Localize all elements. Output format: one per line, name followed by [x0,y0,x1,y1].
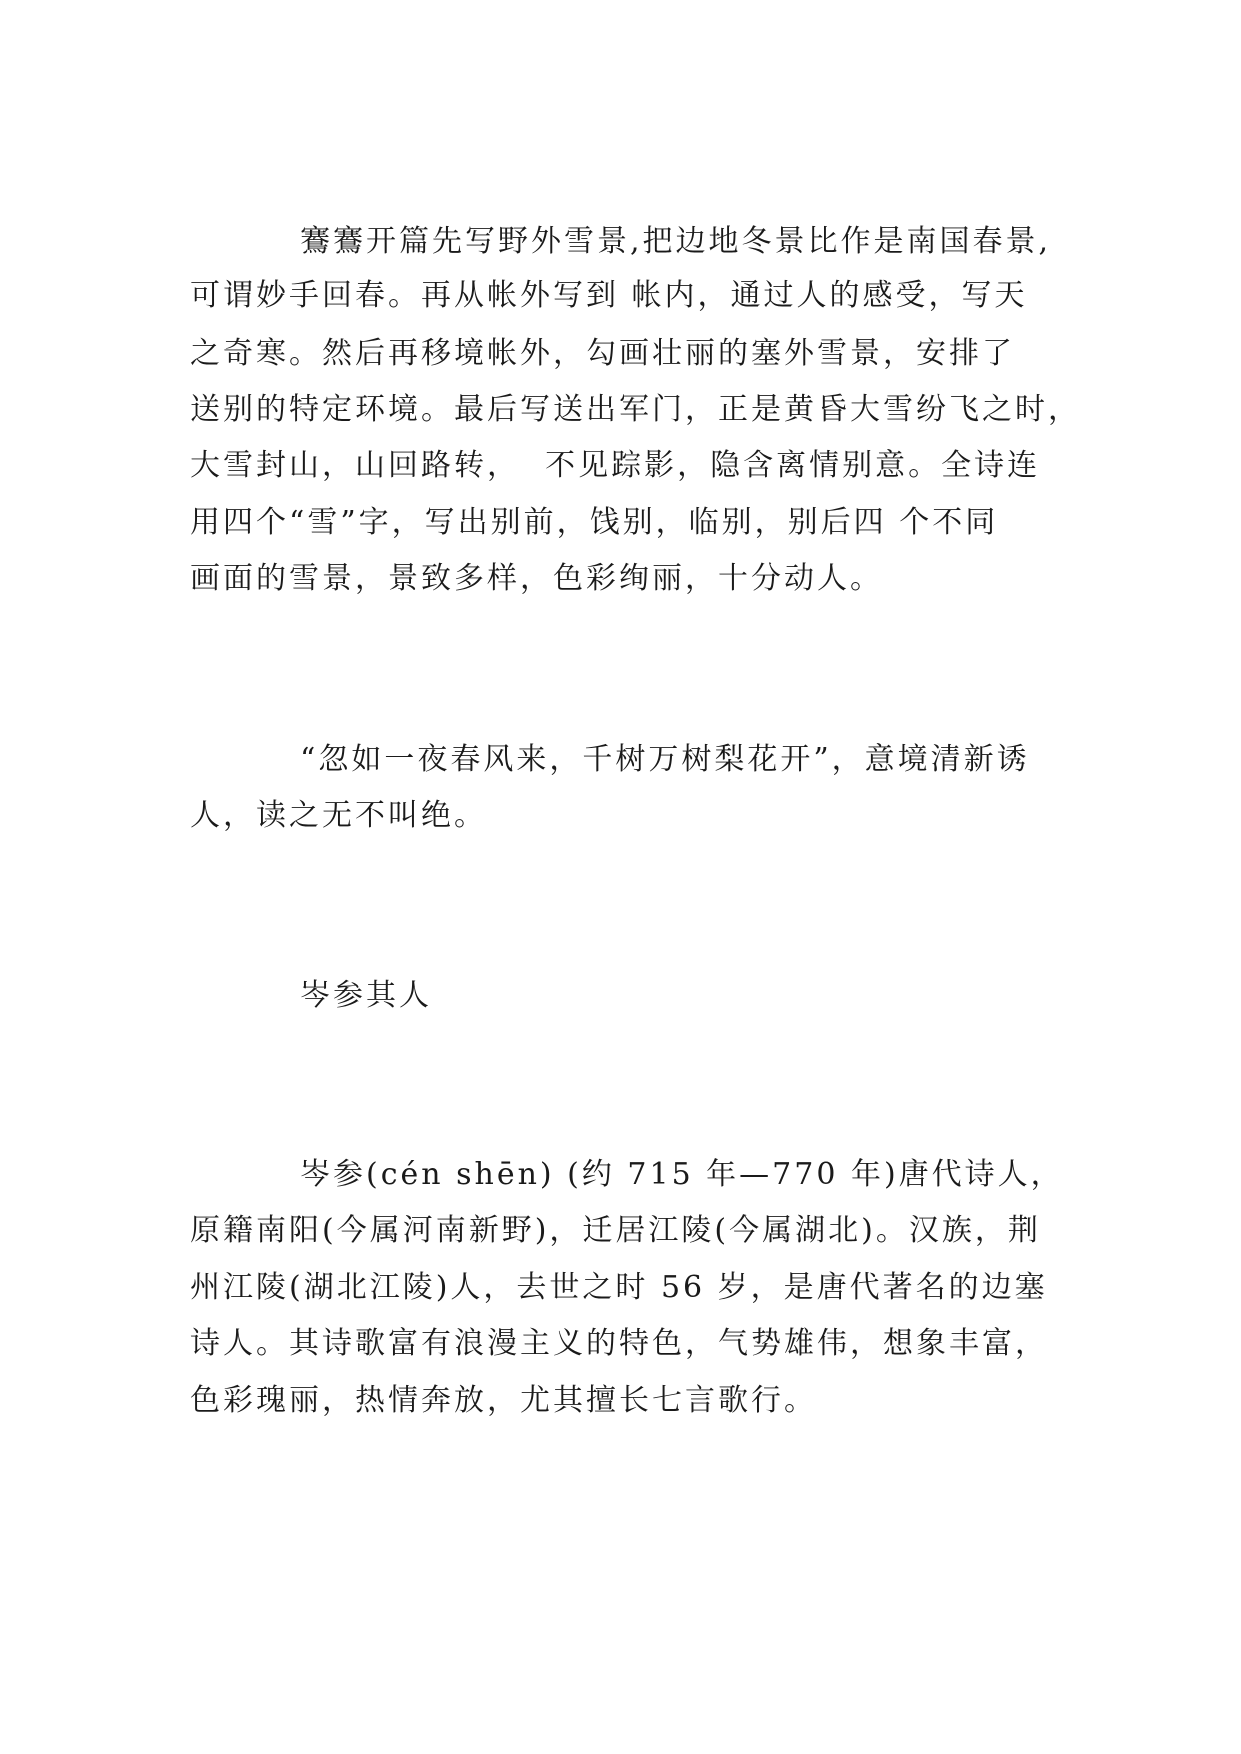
paragraph-1-line-6: 用四个“雪”字，写出别前，饯别，临别，别后四 个不同 [190,505,999,540]
paragraph-1-line-7: 画面的雪景，景致多样，色彩绚丽，十分动人。 [190,561,883,596]
paragraph-3-line-1: 岑参(cén shēn) (约 715 年—770 年)唐代诗人， [300,1157,1064,1192]
paragraph-1-line-3: 之奇寒。然后再移境帐外，勾画壮丽的塞外雪景，安排了 [190,336,1015,371]
paragraph-3-line-5: 色彩瑰丽，热情奔放，尤其擅长七言歌行。 [190,1383,817,1418]
section-heading: 岑参其人 [300,978,432,1013]
paragraph-1-line-2: 可谓妙手回春。再从帐外写到 帐内，通过人的感受，写天 [190,278,1028,313]
paragraph-1-line-5: 大雪封山，山回路转， 不见踪影，隐含离情别意。全诗连 [190,448,1041,483]
paragraph-3-line-4: 诗人。其诗歌富有浪漫主义的特色，气势雄伟，想象丰富， [190,1326,1048,1361]
paragraph-2-line-2: 人，读之无不叫绝。 [190,798,487,833]
paragraph-1-line-4: 送别的特定环境。最后写送出军门，正是黄昏大雪纷飞之时， [190,392,1081,427]
paragraph-3-line-3: 州江陵(湖北江陵)人，去世之时 56 岁，是唐代著名的边塞 [190,1270,1048,1305]
paragraph-2-line-1: “忽如一夜春风来，千树万树梨花开”，意境清新诱 [300,742,1030,777]
paragraph-1-line-1: 鶱鶱开篇先写野外雪景,把边地冬景比作是南国春景, [300,224,1052,259]
paragraph-3-line-2: 原籍南阳(今属河南新野)，迁居江陵(今属湖北)。汉族，荆 [190,1213,1041,1248]
